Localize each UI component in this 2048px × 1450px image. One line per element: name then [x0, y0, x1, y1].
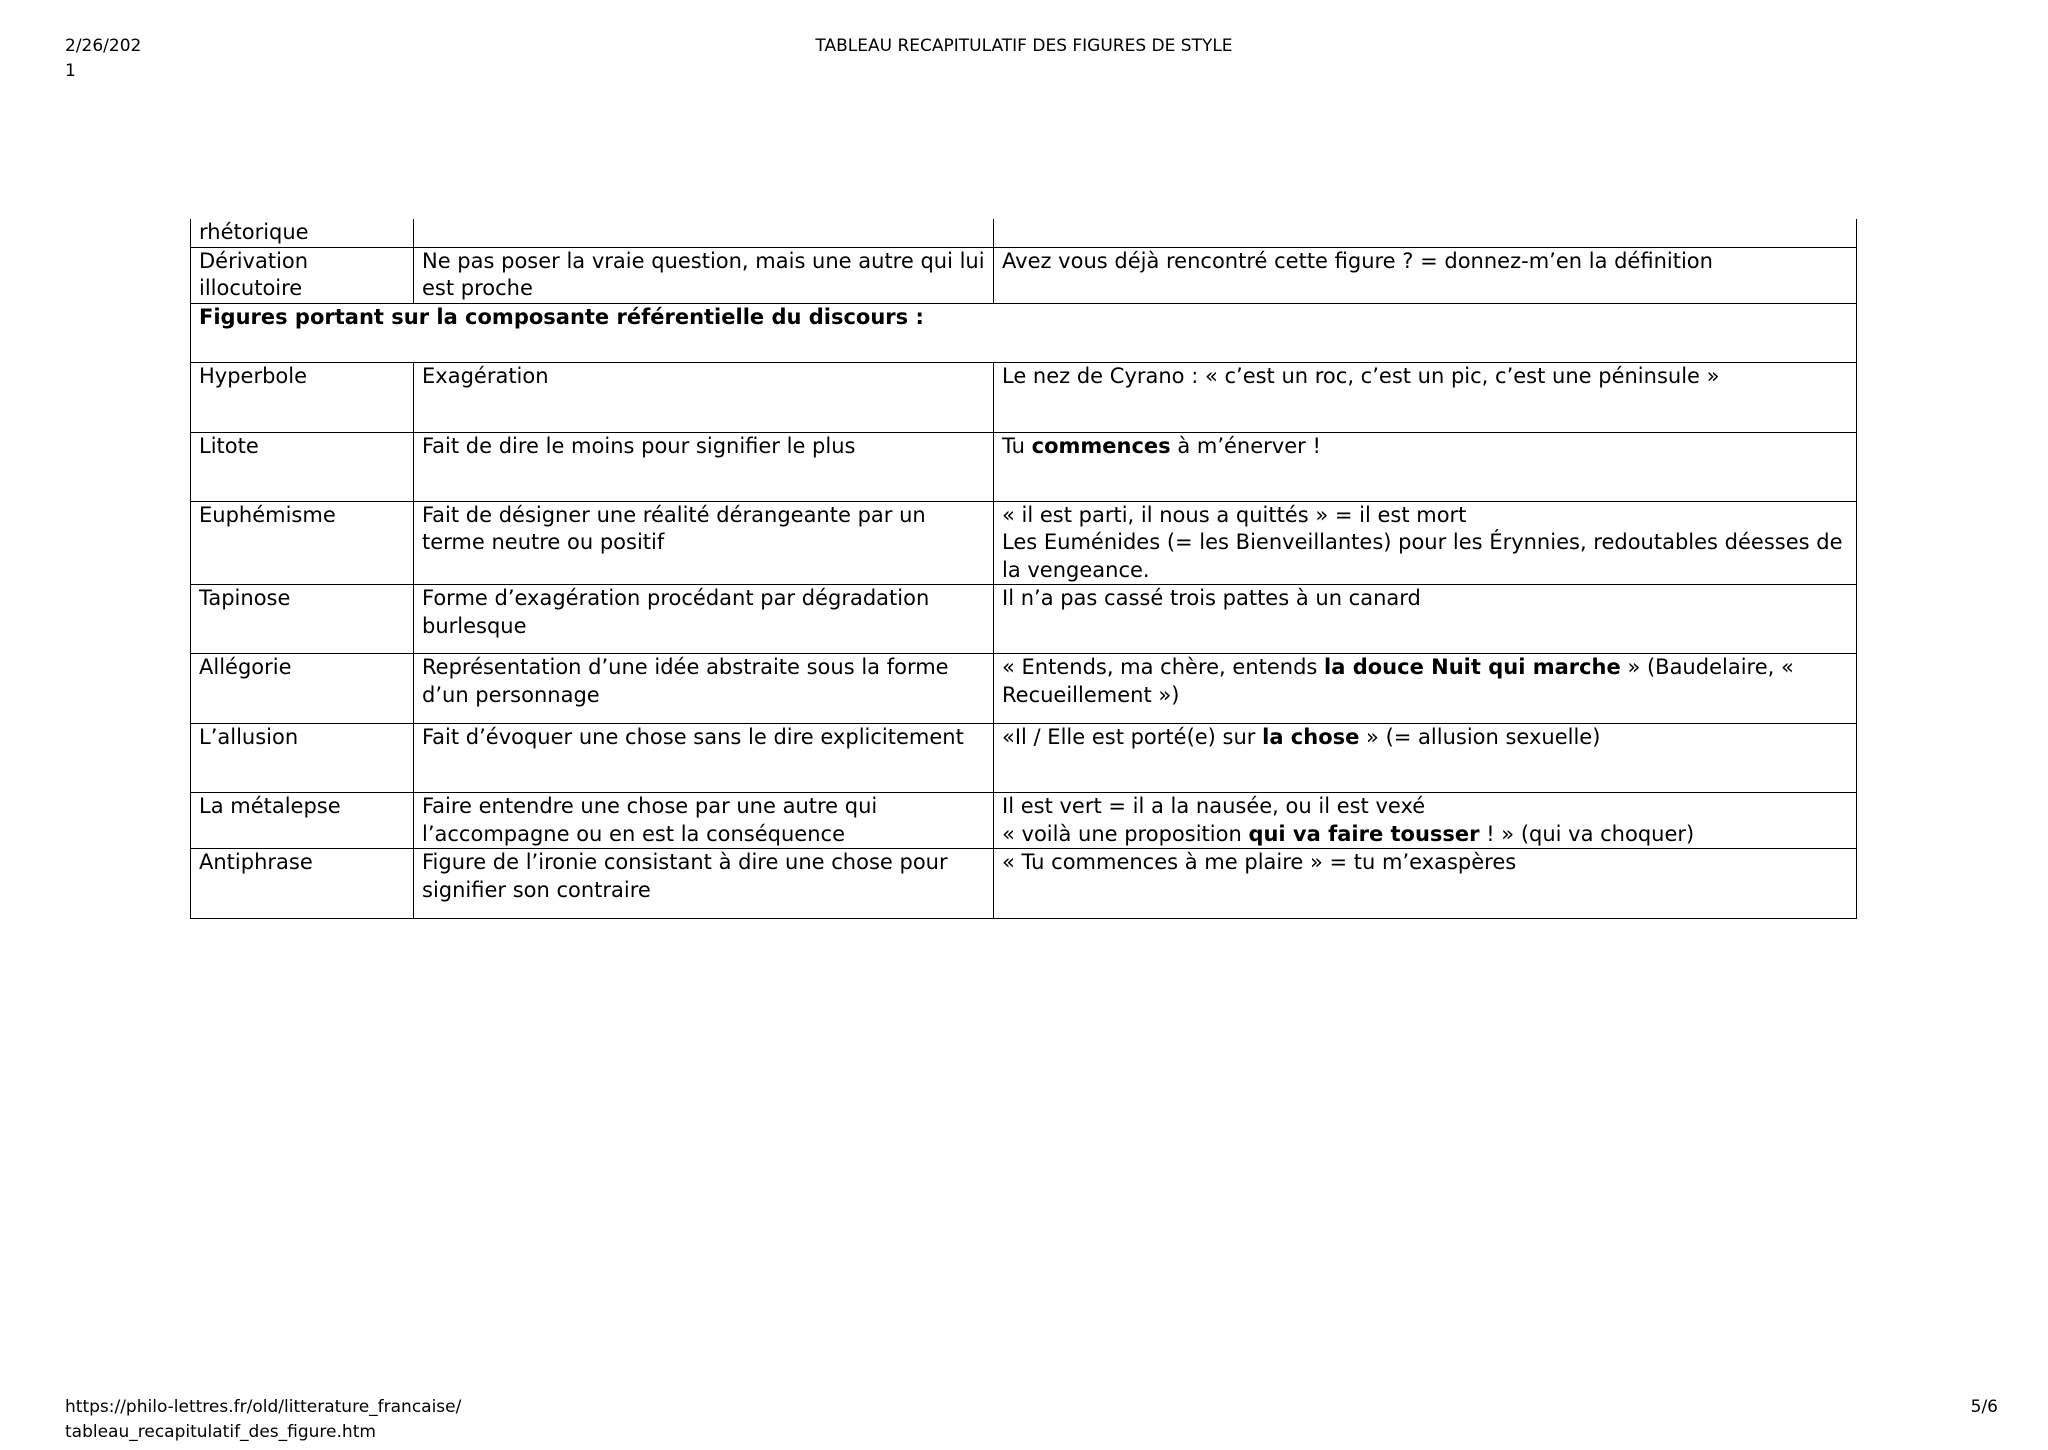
- print-date-line1: 2/26/202: [65, 36, 142, 56]
- figure-example: [994, 724, 1857, 793]
- figure-definition: Fait d’évoquer une chose sans le dire explicitement: [414, 724, 994, 793]
- example-line: Il est vert = il a la nausée, ou il est vexé: [1002, 794, 1426, 818]
- example-text: « Entends, ma chère, entends: [1002, 655, 1325, 679]
- section-title: Figures portant sur la composante référentielle du discours :: [191, 303, 1857, 362]
- figure-definition: Fait de désigner une réalité dérangeante par un terme neutre ou positif: [414, 501, 994, 585]
- page-number: 5/6: [1970, 1397, 1998, 1417]
- figure-name: Antiphrase: [191, 849, 414, 919]
- figure-name: L’allusion: [191, 724, 414, 793]
- figure-definition: Fait de dire le moins pour signifier le plus: [414, 432, 994, 501]
- figure-example: Le nez de Cyrano : « c’est un roc, c’est un pic, c’est une péninsule »: [994, 362, 1857, 432]
- figure-definition: Forme d’exagération procédant par dégradation burlesque: [414, 585, 994, 654]
- source-url-line2: tableau_recapitulatif_des_figure.htm: [65, 1422, 376, 1442]
- table-row: [191, 724, 1857, 793]
- figure-definition: Figure de l’ironie consistant à dire une chose pour signifier son contraire: [414, 849, 994, 919]
- example-text: à m’énerver !: [1170, 433, 1321, 458]
- print-date-line2: 1: [65, 61, 76, 81]
- figure-definition: Exagération: [414, 362, 994, 432]
- table-row: [191, 849, 1857, 919]
- figure-definition: Faire entendre une chose par une autre qui l’accompagne ou en est la conséquence: [414, 793, 994, 849]
- example-text: » (Baudelaire, « Recueillement »): [1002, 655, 1794, 707]
- table-row: [191, 362, 1857, 432]
- example-line: Les Euménides (= les Bienveillantes) pour les Érynnies, redoutables déesses de la vengeance.: [1002, 530, 1843, 582]
- table-row: [191, 654, 1857, 724]
- figure-name-line1: Dérivation: [199, 248, 309, 273]
- source-url-line1: https://philo-lettres.fr/old/litterature_francaise/: [65, 1397, 462, 1417]
- figure-definition: Ne pas poser la vraie question, mais une autre qui lui est proche: [414, 247, 994, 303]
- table-row: [191, 501, 1857, 585]
- figure-example: [994, 793, 1857, 849]
- example-text: ! » (qui va choquer): [1479, 821, 1695, 846]
- figure-name: Tapinose: [191, 585, 414, 654]
- figure-example: [994, 501, 1857, 585]
- figure-example: « Tu commences à me plaire » = tu m’exaspères: [994, 849, 1857, 919]
- source-url: [65, 1395, 461, 1445]
- figures-table: [190, 219, 1857, 919]
- example-line: « il est parti, il nous a quittés » = il est mort: [1002, 502, 1467, 527]
- figure-name-line2: illocutoire: [199, 276, 303, 300]
- figure-name: Allégorie: [191, 654, 414, 724]
- figure-definition: Représentation d’une idée abstraite sous la forme d’un personnage: [414, 654, 994, 724]
- table-row: [191, 247, 1857, 303]
- figure-example: [994, 432, 1857, 501]
- table-row: [191, 219, 1857, 247]
- example-text: Tu: [1002, 433, 1032, 458]
- example-text: » (= allusion sexuelle): [1359, 725, 1601, 749]
- figure-name: [191, 247, 414, 303]
- table-row: [191, 585, 1857, 654]
- figure-example: [994, 654, 1857, 724]
- example-emphasis: commences: [1031, 433, 1171, 458]
- table-row: [191, 432, 1857, 501]
- example-emphasis: la douce Nuit qui marche: [1324, 655, 1621, 679]
- figure-example: Il n’a pas cassé trois pattes à un canard: [994, 585, 1857, 654]
- example-text: « voilà une proposition: [1002, 821, 1249, 846]
- example-text: «Il / Elle est porté(e) sur: [1002, 725, 1263, 749]
- figure-example: Avez vous déjà rencontré cette figure ? = donnez-m’en la définition: [994, 247, 1857, 303]
- example-emphasis: qui va faire tousser: [1248, 821, 1480, 846]
- table-row: [191, 793, 1857, 849]
- figure-name: rhétorique: [191, 219, 414, 247]
- figure-example: [994, 219, 1857, 247]
- figure-name: La métalepse: [191, 793, 414, 849]
- section-row: [191, 303, 1857, 362]
- page-title: TABLEAU RECAPITULATIF DES FIGURES DE STYLE: [815, 36, 1233, 56]
- figure-name: Hyperbole: [191, 362, 414, 432]
- figure-name: Litote: [191, 432, 414, 501]
- figure-name: Euphémisme: [191, 501, 414, 585]
- example-line: [1002, 821, 1848, 849]
- example-emphasis: la chose: [1262, 725, 1360, 749]
- figure-definition: [414, 219, 994, 247]
